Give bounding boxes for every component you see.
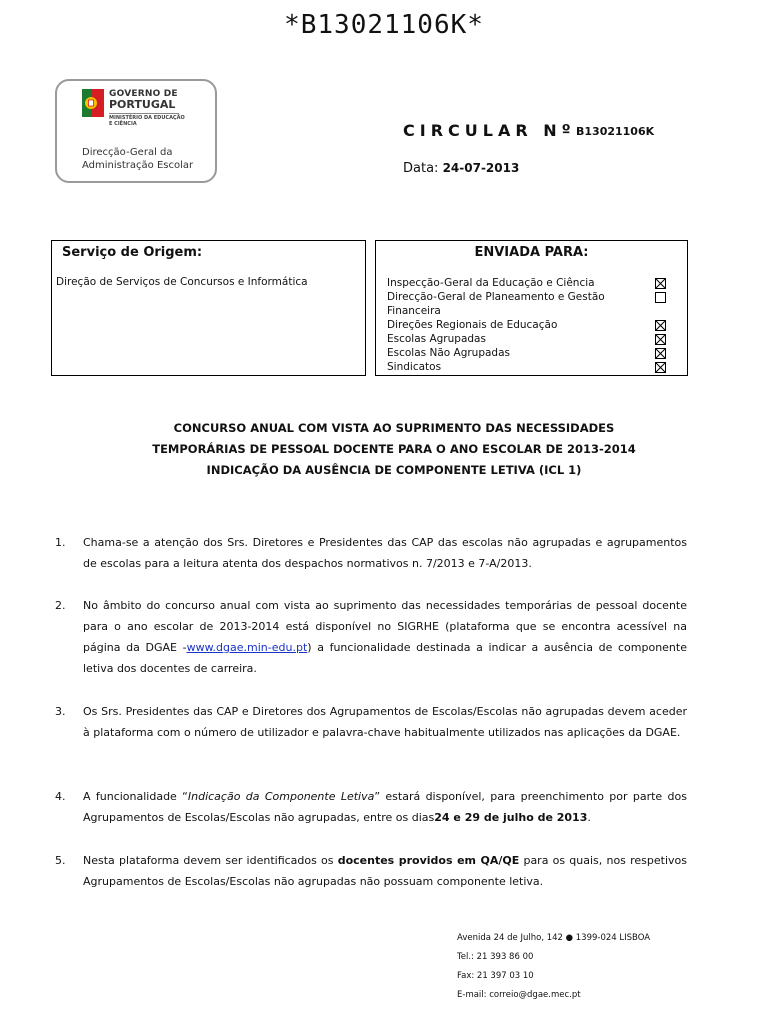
- sent-to-heading: ENVIADA PARA:: [474, 245, 589, 260]
- circular-label: CIRCULAR Nº: [403, 121, 576, 140]
- recipient-checkbox: [655, 348, 666, 359]
- document-title: [0, 418, 768, 481]
- date-value: 24-07-2013: [442, 161, 520, 175]
- item-text-part: Nesta plataforma devem ser identificados os: [83, 854, 338, 867]
- title-line2: TEMPORÁRIAS DE PESSOAL DOCENTE PARA O ANO ESCOLAR DE 2013-2014: [152, 442, 636, 456]
- item-text: [83, 786, 687, 828]
- recipient-checkbox: [655, 292, 666, 303]
- list-item: [55, 532, 687, 574]
- recipient-item: Direcção-Geral de Planeamento e Gestão Financeira: [387, 291, 605, 317]
- list-item: [55, 850, 687, 892]
- date-label: Data:: [403, 161, 439, 176]
- ministry-text: [109, 115, 185, 127]
- footer-fax: Fax: 21 397 03 10: [457, 971, 534, 981]
- recipient-checkbox: [655, 334, 666, 345]
- recipient-checkbox: [655, 278, 666, 289]
- item-number: 3.: [55, 705, 66, 718]
- title-line3: INDICAÇÃO DA AUSÊNCIA DE COMPONENTE LETIVA (ICL 1): [206, 463, 582, 477]
- origin-text: Direção de Serviços de Concursos e Informática: [56, 276, 308, 288]
- circular-number: B13021106K: [576, 125, 655, 138]
- recipient-item: Inspecção-Geral da Educação e Ciência: [387, 277, 595, 289]
- item-text-part: ” estará disponível, para preenchimento por parte dos Agrupamentos de Escolas/Escolas não agrupadas, entre os dias: [83, 790, 687, 824]
- recipient-item: Direções Regionais de Educação: [387, 319, 558, 331]
- gov-line1: GOVERNO DE: [109, 89, 178, 99]
- list-item: [55, 595, 687, 679]
- item-text-part: .: [587, 811, 591, 824]
- barcode-text: *B13021106K*: [284, 10, 484, 40]
- item-number: 4.: [55, 790, 66, 803]
- origin-heading: Serviço de Origem:: [62, 245, 203, 260]
- footer-tel: Tel.: 21 393 86 00: [457, 952, 534, 962]
- ministry-line2: E CIÊNCIA: [109, 121, 137, 127]
- item-text: [83, 850, 687, 892]
- recipient-checkbox: [655, 362, 666, 373]
- item-number: 2.: [55, 599, 66, 612]
- recipient-item: Escolas Agrupadas: [387, 333, 486, 345]
- gov-line2: PORTUGAL: [109, 98, 176, 111]
- recipient-list: [387, 276, 647, 374]
- item-number: 1.: [55, 536, 66, 549]
- item-text-part: No âmbito do concurso anual com vista ao suprimento das necessidades temporárias de pessoal docente para o ano escolar de 2013-2014 está disponível no SIGRHE (plataforma que se encontra acessível na página da DGAE -: [83, 599, 687, 654]
- dg-line1: Direcção-Geral da: [82, 147, 173, 158]
- date-line: [403, 161, 519, 176]
- item-text-part: ) a funcionalidade destinada a indicar a ausência de componente letiva dos docentes de carreira.: [83, 641, 687, 675]
- list-item: [55, 786, 687, 828]
- sent-to-box: [375, 240, 688, 376]
- item-italic-text: Indicação da Componente Letiva: [187, 790, 375, 803]
- item-bold-text: docentes providos em QA/QE: [337, 854, 520, 867]
- item-text-part: A funcionalidade “: [83, 790, 188, 803]
- item-bold-text: 24 e 29 de julho de 2013: [434, 811, 588, 824]
- dgae-link[interactable]: www.dgae.min-edu.pt: [186, 641, 308, 654]
- list-item: [55, 701, 687, 743]
- directorate-name: [82, 146, 193, 172]
- origin-box: [51, 240, 366, 376]
- item-text-part: para os quais, nos respetivos Agrupamentos de Escolas/Escolas não agrupadas não possuam componente letiva.: [83, 854, 687, 888]
- item-text: Chama-se a atenção dos Srs. Diretores e Presidentes das CAP das escolas não agrupadas e agrupamentos de escolas para a leitura atenta dos despachos normativos n. 7/2013 e 7-A/2013.: [83, 536, 687, 570]
- recipient-item: Sindicatos: [387, 361, 442, 373]
- footer-contact: [457, 929, 650, 1005]
- recipient-checkbox: [655, 320, 666, 331]
- portugal-emblem-icon: [82, 89, 104, 117]
- ministry-line1: MINISTÉRIO DA EDUCAÇÃO: [109, 115, 185, 121]
- item-text: Os Srs. Presidentes das CAP e Diretores dos Agrupamentos de Escolas/Escolas não agrupadas devem aceder à plataforma com o número de utilizador e palavra-chave habitualmente utilizados nas aplicações da DGAE.: [83, 705, 687, 739]
- item-number: 5.: [55, 854, 66, 867]
- footer-email: E-mail: correio@dgae.mec.pt: [457, 990, 581, 1000]
- logo-divider: [109, 113, 179, 114]
- footer-address: Avenida 24 de Julho, 142 ● 1399-024 LISBOA: [457, 933, 651, 943]
- item-text: [83, 595, 687, 679]
- recipient-item: Escolas Não Agrupadas: [387, 347, 511, 359]
- dg-line2: Administração Escolar: [82, 160, 194, 171]
- title-line1: CONCURSO ANUAL COM VISTA AO SUPRIMENTO DAS NECESSIDADES: [173, 421, 615, 435]
- logo-box: [55, 79, 217, 183]
